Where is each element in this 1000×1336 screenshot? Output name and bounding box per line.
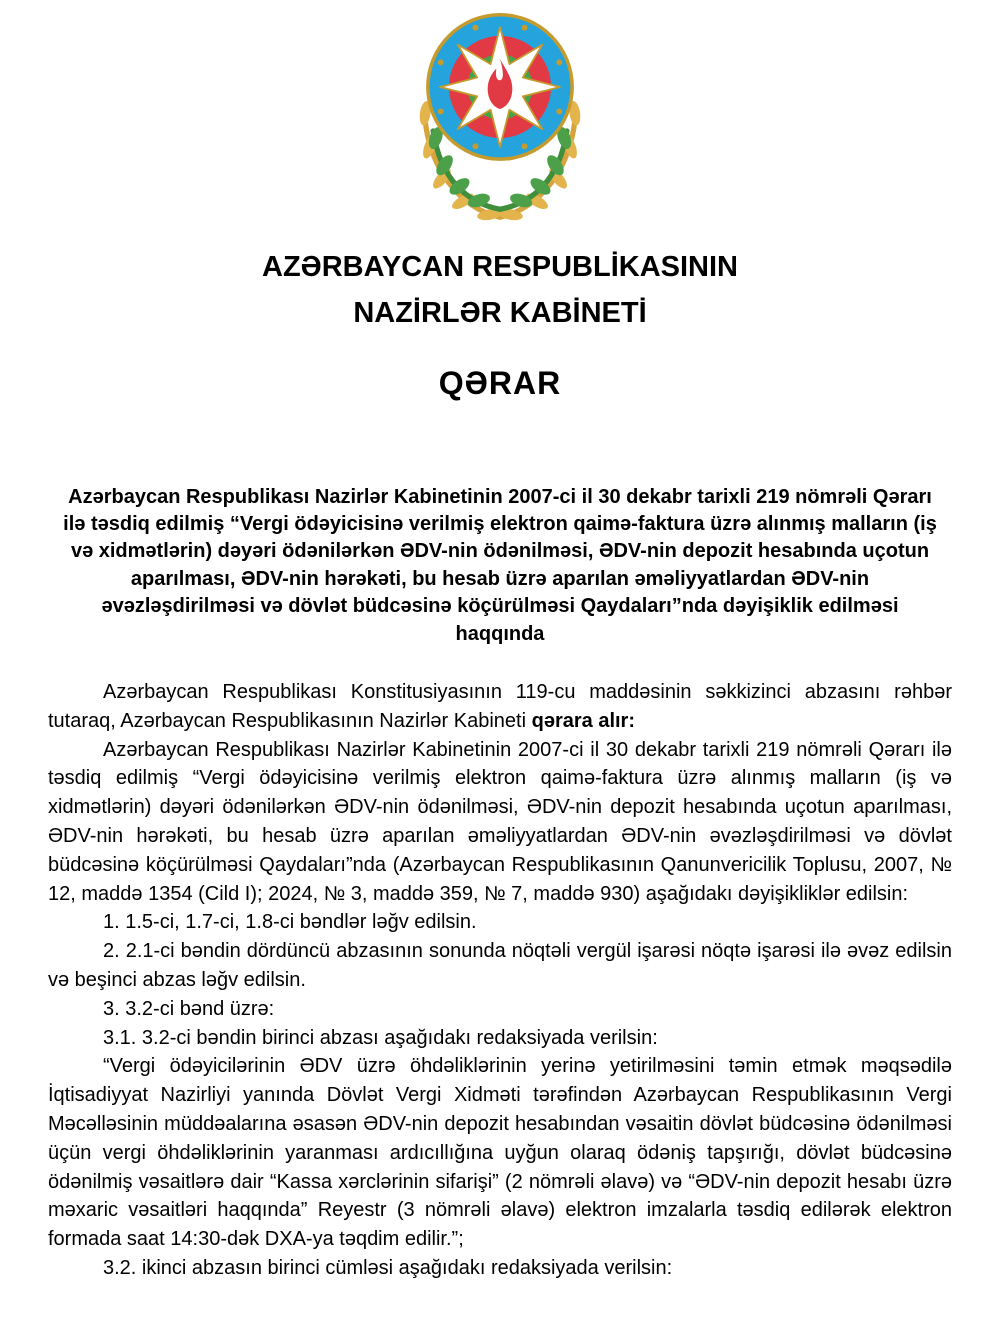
paragraph-quoted-text: “Vergi ödəyicilərinin ƏDV üzrə öhdəliklərinin yerinə yetirilməsini təmin etmək məqsədilə İqtisadiyyat Nazirliyi yanında Dövlət Vergi Xidməti tərəfindən Azərbaycan Respublikasının Vergi Məcəlləsinin müddəalarına əsasən ƏDV-nin depozit hesabından vəsaitin dövlət büdcəsinə ödənilməsi üçün vergi öhdəliklərinin yaranması ardıcıllığına uyğun olaraq ödəniş tapşırığı, dövlət büdcəsinə ödənilmiş vəsaitlərə dair “Kassa xərclərinin sifarişi” (2 nömrəli əlavə) və “ƏDV-nin depozit hesabı üzrə məxaric vəsaitləri haqqında” Reyestr (3 nömrəli əlavə) elektron imzalarla təsdiq edilərək elektron formada saat 14:30-dək DXA-ya təqdim edilir.”;	[48, 1055, 952, 1251]
organization-title-line2: NAZİRLƏR KABİNETİ	[353, 296, 647, 329]
decree-type-label: QƏRAR	[438, 364, 562, 401]
document-body	[48, 678, 952, 1283]
paragraph-item-2: 2. 2.1-ci bəndin dördüncü abzasının sonunda nöqtəli vergül işarəsi nöqtə işarəsi ilə əvəz edilsin və beşinci abzas ləğv edilsin.	[48, 940, 952, 991]
paragraph-preamble	[48, 678, 952, 736]
azerbaijan-coat-of-arms-icon	[412, 6, 588, 226]
organization-title-line1: AZƏRBAYCAN RESPUBLİKASININ	[262, 251, 738, 283]
document-title: Azərbaycan Respublikası Nazirlər Kabinetinin 2007-ci il 30 dekabr tarixli 219 nömrəli Qərarı ilə təsdiq edilmiş “Vergi ödəyicisinə verilmiş elektron qaimə-faktura üzrə alınmış malların (iş və xidmətlərin) dəyəri ödənilərkən ƏDV-nin ödənilməsi, ƏDV-nin depozit hesabında uçotun aparılması, ƏDV-nin hərəkəti, bu hesab üzrə aparılan əməliyyatlardan ƏDV-nin əvəzləşdirilməsi və dövlət büdcəsinə köçürülməsi Qaydaları”nda dəyişiklik edilməsi haqqında	[63, 485, 937, 645]
paragraph-item-1: 1. 1.5-ci, 1.7-ci, 1.8-ci bəndlər ləğv edilsin.	[103, 911, 477, 934]
paragraph-item-3: 3. 3.2-ci bənd üzrə:	[103, 997, 275, 1020]
organization-title	[48, 245, 952, 337]
paragraph-preamble-text: Azərbaycan Respublikası Konstitusiyasının 119-cu maddəsinin səkkizinci abzasını rəhbər tutaraq, Azərbaycan Respublikasının Nazirlər Kabineti	[48, 680, 952, 732]
paragraph-item-3-1: 3.1. 3.2-ci bəndin birinci abzası aşağıdakı redaksiyada verilsin:	[103, 1026, 658, 1049]
paragraph-preamble-bold: qərara alır:	[531, 709, 635, 732]
paragraph-item-3-2: 3.2. ikinci abzasın birinci cümləsi aşağıdakı redaksiyada verilsin:	[103, 1256, 673, 1279]
paragraph-amendment-intro: Azərbaycan Respublikası Nazirlər Kabinetinin 2007-ci il 30 dekabr tarixli 219 nömrəli Qərarı ilə təsdiq edilmiş “Vergi ödəyicisinə verilmiş elektron qaimə-faktura üzrə alınmış malların (iş və xidmətlərin) dəyəri ödənilərkən ƏDV-nin ödənilməsi, ƏDV-nin depozit hesabında uçotun aparılması, ƏDV-nin hərəkəti, bu hesab üzrə aparılan əməliyyatlardan ƏDV-nin əvəzləşdirilməsi və dövlət büdcəsinə köçürülməsi Qaydaları”nda (Azərbaycan Respublikasının Qanunvericilik Toplusu, 2007, № 12, maddə 1354 (Cild I); 2024, № 3, maddə 359, № 7, maddə 930) aşağıdakı dəyişikliklər edilsin:	[48, 738, 952, 905]
emblem-container	[48, 6, 952, 231]
